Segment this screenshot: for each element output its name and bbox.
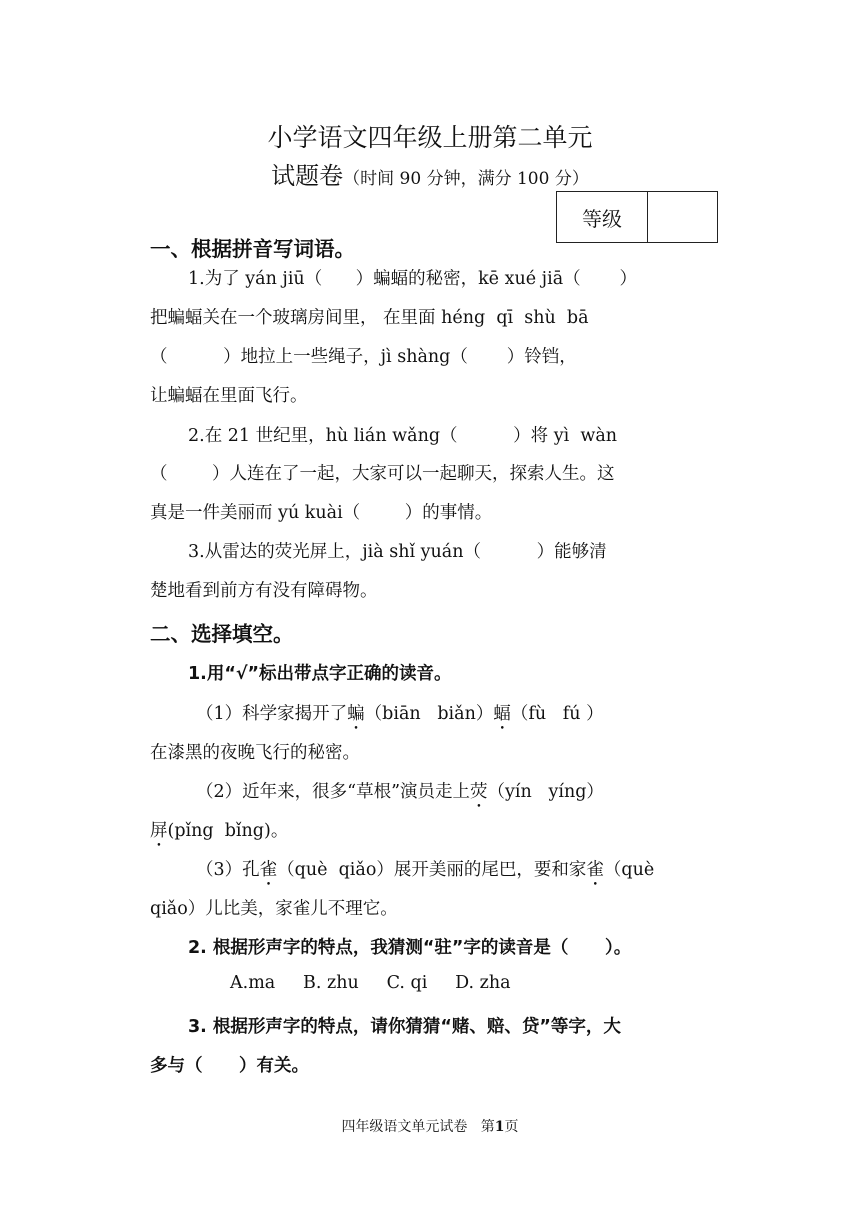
s1-line-7: 真是一件美丽而 yú kuài（ ）的事情。	[150, 503, 493, 523]
grade-label: 等级	[557, 192, 648, 242]
q2-text: 2. 根据形声字的特点，我猜测“驻”字的读音是（ ）。	[188, 938, 632, 958]
grade-box	[556, 191, 718, 243]
page-footer: 四年级语文单元试卷 第1页	[341, 1119, 519, 1135]
q1-part3-line1: （3）孔雀（què qiǎo）展开美丽的尾巴，要和家雀（què	[196, 860, 655, 880]
q3-line1: 3. 根据形声字的特点，请你猜猜“赌、赔、贷”等字，大	[188, 1017, 621, 1037]
q1-part2-line1: （2）近年来，很多“草根”演员走上荧（yín yíng）	[196, 782, 604, 802]
q2-options: A.ma B. zhu C. qi D. zha	[230, 973, 511, 993]
q1-part1-line1: （1）科学家揭开了蝙（biān biǎn）蝠（fù fú ）	[196, 704, 604, 724]
section-1-heading: 一、根据拼音写词语。	[150, 237, 355, 261]
s1-line-2: 把蝙蝠关在一个玻璃房间里， 在里面 héng qī shù bā	[150, 308, 589, 328]
q1-part2-line2: 屏(pǐng bǐng)。	[150, 821, 289, 841]
exam-subtitle	[0, 156, 860, 191]
s1-line-9: 楚地看到前方有没有障碍物。	[150, 581, 378, 601]
s1-line-8: 3.从雷达的荧光屏上，jià shǐ yuán（ ）能够清	[188, 542, 607, 562]
subtitle-main: 试题卷	[271, 162, 344, 190]
subtitle-note: （时间 90 分钟，满分 100 分）	[343, 169, 589, 189]
s1-line-1: 1.为了 yán jiū（ ）蝙蝠的秘密，kē xué jiā（ ）	[188, 269, 638, 289]
section-2-heading: 二、选择填空。	[150, 622, 294, 646]
q1-part1-line2: 在漆黑的夜晚飞行的秘密。	[150, 743, 360, 763]
s1-line-3: （ ）地拉上一些绳子，jì shàng（ ）铃铛，	[150, 347, 577, 367]
page-number: 1	[494, 1119, 505, 1135]
q3-line2: 多与（ ）有关。	[150, 1056, 310, 1076]
q1-title: 1.用“√”标出带点字正确的读音。	[188, 664, 452, 684]
s1-line-4: 让蝙蝠在里面飞行。	[150, 386, 308, 406]
exam-title: 小学语文四年级上册第二单元	[267, 123, 593, 152]
s1-line-6: （ ）人连在了一起，大家可以一起聊天，探索人生。这	[150, 464, 615, 484]
q1-part3-line2: qiǎo）儿比美，家雀儿不理它。	[150, 899, 398, 919]
grade-value-cell[interactable]	[648, 192, 717, 242]
s1-line-5: 2.在 21 世纪里，hù lián wǎng（ ）将 yì wàn	[188, 426, 618, 446]
